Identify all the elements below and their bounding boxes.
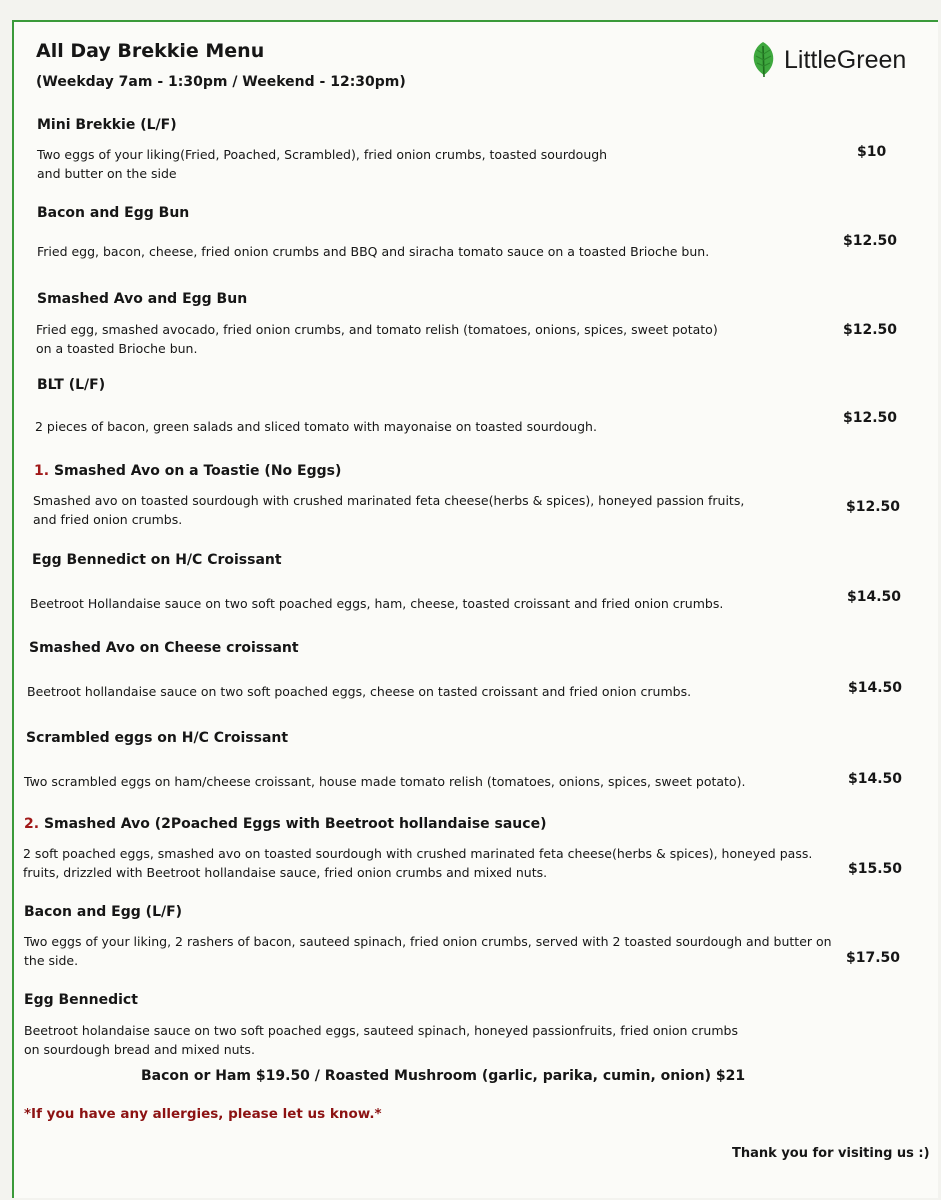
item-name — [37, 291, 247, 307]
item-description: 2 soft poached eggs, smashed avo on toasted sourdough with crushed marinated feta cheese(herbs & spices), honeyed pass. fruits, drizzled with Beetroot hollandaise sauce, fried onion crumbs and mixed nuts. — [23, 846, 813, 880]
item-description: Beetroot hollandaise sauce on two soft poached eggs, cheese on tasted croissant and fried onion crumbs. — [27, 684, 692, 699]
item-name-text: Bacon and Egg Bun — [37, 205, 190, 221]
item-price: $17.50 — [846, 950, 901, 966]
menu-item — [0, 640, 941, 720]
brand-name: LittleGreen — [784, 45, 907, 74]
item-description: Fried egg, bacon, cheese, fried onion crumbs and BBQ and siracha tomato sauce on a toasted Brioche bun. — [37, 244, 710, 259]
menu-item — [0, 463, 941, 543]
menu-item — [0, 377, 941, 457]
item-name — [32, 552, 282, 568]
item-price: $12.50 — [843, 233, 898, 249]
item-name — [24, 816, 546, 832]
item-number: 2. — [24, 816, 40, 832]
item-name-text: BLT (L/F) — [37, 377, 106, 393]
item-price: $14.50 — [848, 680, 903, 696]
item-name — [34, 463, 341, 479]
item-name — [37, 205, 189, 221]
menu-item — [0, 552, 941, 632]
menu-item — [0, 730, 941, 810]
item-price: $15.50 — [848, 861, 903, 877]
item-name-text: Scrambled eggs on H/C Croissant — [26, 730, 289, 746]
item-name-text: Bacon and Egg (L/F) — [24, 904, 183, 920]
egg-bennedict-options: Bacon or Ham $19.50 / Roasted Mushroom (garlic, parika, cumin, onion) $21 — [141, 1068, 746, 1084]
menu-item — [0, 816, 941, 896]
item-description: Beetroot Hollandaise sauce on two soft poached eggs, ham, cheese, toasted croissant and fried onion crumbs. — [30, 596, 724, 611]
item-name — [37, 377, 105, 393]
item-price: $12.50 — [843, 410, 898, 426]
leaf-icon — [748, 40, 778, 80]
item-description: Two scrambled eggs on ham/cheese croissant, house made tomato relish (tomatoes, onions, spices, sweet potato). — [24, 774, 746, 789]
thank-you-note: Thank you for visiting us :) — [732, 1146, 930, 1161]
allergy-note: *If you have any allergies, please let us know.* — [24, 1106, 382, 1122]
item-description: Two eggs of your liking, 2 rashers of bacon, sauteed spinach, fried onion crumbs, served with 2 toasted sourdough and butter on the side. — [24, 934, 832, 968]
item-name-text: Mini Brekkie (L/F) — [37, 117, 177, 133]
item-description: Two eggs of your liking(Fried, Poached, Scrambled), fried onion crumbs, toasted sourdough and butter on the side — [37, 147, 608, 181]
item-name — [24, 904, 182, 920]
item-number: 1. — [34, 463, 50, 479]
item-description: 2 pieces of bacon, green salads and sliced tomato with mayonaise on toasted sourdough. — [35, 419, 597, 434]
item-price: $14.50 — [848, 771, 903, 787]
menu-item — [0, 291, 941, 371]
menu-item — [0, 205, 941, 285]
item-description: Smashed avo on toasted sourdough with crushed marinated feta cheese(herbs & spices), honeyed passion fruits, and fried onion crumbs. — [33, 493, 745, 527]
item-name-text: Smashed Avo on a Toastie (No Eggs) — [53, 463, 342, 479]
brand-logo — [748, 40, 906, 80]
item-name-text: Egg Bennedict — [24, 992, 138, 1008]
item-name-text: Smashed Avo (2Poached Eggs with Beetroot hollandaise sauce) — [43, 816, 547, 832]
item-name — [29, 640, 299, 656]
item-name — [24, 992, 138, 1008]
item-price: $10 — [857, 144, 887, 160]
menu-item — [0, 904, 941, 984]
item-description: Fried egg, smashed avocado, fried onion crumbs, and tomato relish (tomatoes, onions, spices, sweet potato) on a toasted Brioche bun. — [36, 322, 718, 356]
item-name-text: Smashed Avo and Egg Bun — [37, 291, 248, 307]
item-name — [26, 730, 288, 746]
item-price: $12.50 — [846, 499, 901, 515]
item-price: $12.50 — [843, 322, 898, 338]
menu-item — [0, 117, 941, 197]
item-name — [37, 117, 177, 133]
menu-title: All Day Brekkie Menu — [36, 40, 265, 62]
item-description: Beetroot holandaise sauce on two soft poached eggs, sauteed spinach, honeyed passionfruits, fried onion crumbs on sourdough bread and mixed nuts. — [24, 1023, 738, 1057]
opening-hours: (Weekday 7am - 1:30pm / Weekend - 12:30pm) — [36, 74, 406, 90]
menu-item — [0, 992, 941, 1072]
item-name-text: Egg Bennedict on H/C Croissant — [32, 552, 282, 568]
item-price: $14.50 — [847, 589, 902, 605]
item-name-text: Smashed Avo on Cheese croissant — [29, 640, 299, 656]
